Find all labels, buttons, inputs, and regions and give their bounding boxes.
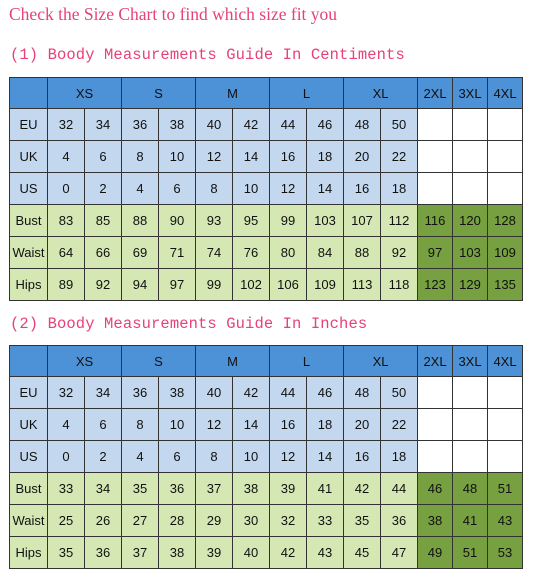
table-cell: 32: [270, 505, 307, 537]
table-cell-extended: [418, 141, 453, 173]
table-cell: 88: [122, 205, 159, 237]
size-header-l: L: [270, 346, 344, 377]
table-cell-extended: 129: [453, 269, 488, 301]
table-cell-extended: [418, 409, 453, 441]
size-header-3xl: 3XL: [453, 346, 488, 377]
table-row-waist: [10, 237, 523, 269]
table-cell: 38: [233, 473, 270, 505]
table-cell-extended: 53: [488, 537, 523, 569]
table-cell: 8: [122, 409, 159, 441]
table-cell-extended: [453, 377, 488, 409]
table-cell: 16: [270, 409, 307, 441]
size-header-4xl: 4XL: [488, 78, 523, 109]
table-cell: 50: [381, 109, 418, 141]
table-cell: 46: [307, 377, 344, 409]
table-cell: 16: [344, 173, 381, 205]
row-label: Hips: [10, 537, 48, 569]
table-cell: 99: [270, 205, 307, 237]
table-cell: 10: [159, 409, 196, 441]
table-cell: 42: [344, 473, 381, 505]
table-cell: 2: [85, 173, 122, 205]
table-cell: 42: [233, 377, 270, 409]
table-cell: 92: [85, 269, 122, 301]
table-cell-extended: [418, 441, 453, 473]
corner-cell: [10, 78, 48, 109]
table-cell: 83: [48, 205, 85, 237]
row-label: Bust: [10, 473, 48, 505]
table-row-bust: [10, 473, 523, 505]
table-cell: 41: [307, 473, 344, 505]
table-cell: 39: [196, 537, 233, 569]
table-cell: 10: [233, 441, 270, 473]
page-title: Check the Size Chart to find which size fit you: [9, 4, 338, 24]
table-cell: 38: [159, 377, 196, 409]
table-cell-extended: [453, 141, 488, 173]
row-label: US: [10, 173, 48, 205]
table-cell: 69: [122, 237, 159, 269]
table-cell: 99: [196, 269, 233, 301]
size-table-cm: [9, 77, 523, 301]
table-cell-extended: 103: [453, 237, 488, 269]
table-cell: 32: [48, 109, 85, 141]
table-cell: 106: [270, 269, 307, 301]
table-cell-extended: [453, 173, 488, 205]
table-cell-extended: 135: [488, 269, 523, 301]
table-cell: 22: [381, 409, 418, 441]
table-cell: 103: [307, 205, 344, 237]
table-cell: 32: [48, 377, 85, 409]
table-cell: 28: [159, 505, 196, 537]
table-cell: 84: [307, 237, 344, 269]
table-cell: 16: [344, 441, 381, 473]
table-cell-extended: [418, 377, 453, 409]
table-cell: 8: [122, 141, 159, 173]
table-cell: 10: [159, 141, 196, 173]
table-cell: 93: [196, 205, 233, 237]
table-cell: 50: [381, 377, 418, 409]
size-header-m: M: [196, 78, 270, 109]
table-row-bust: [10, 205, 523, 237]
table-cell: 47: [381, 537, 418, 569]
table-cell-extended: 109: [488, 237, 523, 269]
table-cell: 109: [307, 269, 344, 301]
table-cell-extended: [488, 409, 523, 441]
table-cell: 30: [233, 505, 270, 537]
size-header-row: [10, 78, 523, 109]
size-table-inches: [9, 345, 523, 569]
table-cell-extended: 51: [488, 473, 523, 505]
table-cell: 18: [307, 141, 344, 173]
table-cell: 4: [122, 173, 159, 205]
table-cell: 35: [344, 505, 381, 537]
table-cell: 37: [196, 473, 233, 505]
table-cell-extended: [488, 441, 523, 473]
table-cell: 42: [233, 109, 270, 141]
table-cell: 35: [122, 473, 159, 505]
row-label: Waist: [10, 505, 48, 537]
row-label: EU: [10, 109, 48, 141]
table-cell: 29: [196, 505, 233, 537]
table-cell: 38: [159, 109, 196, 141]
table-cell: 35: [48, 537, 85, 569]
table-cell: 76: [233, 237, 270, 269]
table-cell: 48: [344, 377, 381, 409]
table-row-uk: [10, 141, 523, 173]
table-cell-extended: 123: [418, 269, 453, 301]
table-cell-extended: 120: [453, 205, 488, 237]
table-cell: 40: [233, 537, 270, 569]
table-row-eu: [10, 109, 523, 141]
table-cell: 74: [196, 237, 233, 269]
table-cell: 4: [122, 441, 159, 473]
section-title-inches: (2) Boody Measurements Guide In Inches: [10, 315, 368, 333]
table-cell-extended: 43: [488, 505, 523, 537]
size-header-xs: XS: [48, 78, 122, 109]
table-cell: 4: [48, 141, 85, 173]
table-cell: 12: [270, 441, 307, 473]
table-cell: 36: [159, 473, 196, 505]
table-cell: 89: [48, 269, 85, 301]
table-cell-extended: 97: [418, 237, 453, 269]
size-header-4xl: 4XL: [488, 346, 523, 377]
size-header-2xl: 2XL: [418, 346, 453, 377]
table-cell: 14: [233, 409, 270, 441]
table-cell: 18: [381, 441, 418, 473]
size-header-l: L: [270, 78, 344, 109]
table-cell: 12: [196, 141, 233, 173]
table-cell: 20: [344, 409, 381, 441]
table-cell-extended: 51: [453, 537, 488, 569]
table-cell: 6: [85, 141, 122, 173]
table-cell: 80: [270, 237, 307, 269]
table-cell: 4: [48, 409, 85, 441]
table-cell: 95: [233, 205, 270, 237]
size-header-xl: XL: [344, 346, 418, 377]
row-label: UK: [10, 141, 48, 173]
table-cell: 33: [48, 473, 85, 505]
table-cell: 34: [85, 473, 122, 505]
row-label: EU: [10, 377, 48, 409]
row-label: Bust: [10, 205, 48, 237]
table-cell: 112: [381, 205, 418, 237]
table-cell: 90: [159, 205, 196, 237]
table-cell: 6: [85, 409, 122, 441]
table-cell: 20: [344, 141, 381, 173]
table-cell: 44: [270, 377, 307, 409]
table-cell: 37: [122, 537, 159, 569]
table-cell: 92: [381, 237, 418, 269]
table-cell-extended: [488, 173, 523, 205]
table-cell: 34: [85, 377, 122, 409]
table-cell: 12: [270, 173, 307, 205]
table-cell: 45: [344, 537, 381, 569]
size-header-3xl: 3XL: [453, 78, 488, 109]
table-cell: 66: [85, 237, 122, 269]
table-cell: 36: [122, 377, 159, 409]
size-header-2xl: 2XL: [418, 78, 453, 109]
table-cell: 36: [122, 109, 159, 141]
table-cell: 118: [381, 269, 418, 301]
table-cell: 6: [159, 441, 196, 473]
table-cell: 12: [196, 409, 233, 441]
table-cell: 44: [381, 473, 418, 505]
table-cell: 94: [122, 269, 159, 301]
table-cell-extended: 38: [418, 505, 453, 537]
table-cell-extended: [453, 441, 488, 473]
table-row-eu: [10, 377, 523, 409]
table-row-us: [10, 441, 523, 473]
size-header-xs: XS: [48, 346, 122, 377]
table-cell: 0: [48, 441, 85, 473]
table-cell: 40: [196, 109, 233, 141]
table-cell: 102: [233, 269, 270, 301]
table-cell: 39: [270, 473, 307, 505]
table-cell-extended: 48: [453, 473, 488, 505]
table-cell: 64: [48, 237, 85, 269]
size-header-m: M: [196, 346, 270, 377]
table-cell-extended: [453, 109, 488, 141]
table-cell: 85: [85, 205, 122, 237]
table-cell: 2: [85, 441, 122, 473]
size-header-xl: XL: [344, 78, 418, 109]
table-cell: 27: [122, 505, 159, 537]
row-label: UK: [10, 409, 48, 441]
table-cell: 26: [85, 505, 122, 537]
table-cell: 0: [48, 173, 85, 205]
table-row-uk: [10, 409, 523, 441]
table-cell-extended: [453, 409, 488, 441]
table-cell: 14: [233, 141, 270, 173]
table-cell: 43: [307, 537, 344, 569]
table-cell-extended: [418, 109, 453, 141]
table-cell: 34: [85, 109, 122, 141]
table-cell-extended: 116: [418, 205, 453, 237]
row-label: US: [10, 441, 48, 473]
section-title-cm: (1) Boody Measurements Guide In Centiments: [10, 46, 405, 64]
table-cell: 14: [307, 441, 344, 473]
size-header-row: [10, 346, 523, 377]
table-cell: 8: [196, 173, 233, 205]
table-cell: 40: [196, 377, 233, 409]
table-cell: 18: [307, 409, 344, 441]
table-cell: 48: [344, 109, 381, 141]
table-cell-extended: 46: [418, 473, 453, 505]
table-cell: 18: [381, 173, 418, 205]
table-cell: 113: [344, 269, 381, 301]
table-cell: 44: [270, 109, 307, 141]
table-row-hips: [10, 537, 523, 569]
table-cell: 36: [381, 505, 418, 537]
table-cell-extended: 128: [488, 205, 523, 237]
size-header-s: S: [122, 78, 196, 109]
table-cell: 33: [307, 505, 344, 537]
table-cell: 22: [381, 141, 418, 173]
table-cell: 8: [196, 441, 233, 473]
table-cell: 88: [344, 237, 381, 269]
table-row-hips: [10, 269, 523, 301]
table-cell: 71: [159, 237, 196, 269]
table-cell: 97: [159, 269, 196, 301]
table-cell-extended: [418, 173, 453, 205]
table-row-waist: [10, 505, 523, 537]
table-cell: 46: [307, 109, 344, 141]
table-cell-extended: [488, 141, 523, 173]
table-cell-extended: 41: [453, 505, 488, 537]
table-cell: 38: [159, 537, 196, 569]
size-header-s: S: [122, 346, 196, 377]
table-cell: 14: [307, 173, 344, 205]
table-cell: 16: [270, 141, 307, 173]
row-label: Hips: [10, 269, 48, 301]
corner-cell: [10, 346, 48, 377]
table-cell-extended: [488, 377, 523, 409]
table-cell: 10: [233, 173, 270, 205]
table-cell-extended: 49: [418, 537, 453, 569]
table-cell: 6: [159, 173, 196, 205]
table-cell: 25: [48, 505, 85, 537]
table-cell: 42: [270, 537, 307, 569]
table-cell: 107: [344, 205, 381, 237]
table-row-us: [10, 173, 523, 205]
table-cell: 36: [85, 537, 122, 569]
table-cell-extended: [488, 109, 523, 141]
row-label: Waist: [10, 237, 48, 269]
